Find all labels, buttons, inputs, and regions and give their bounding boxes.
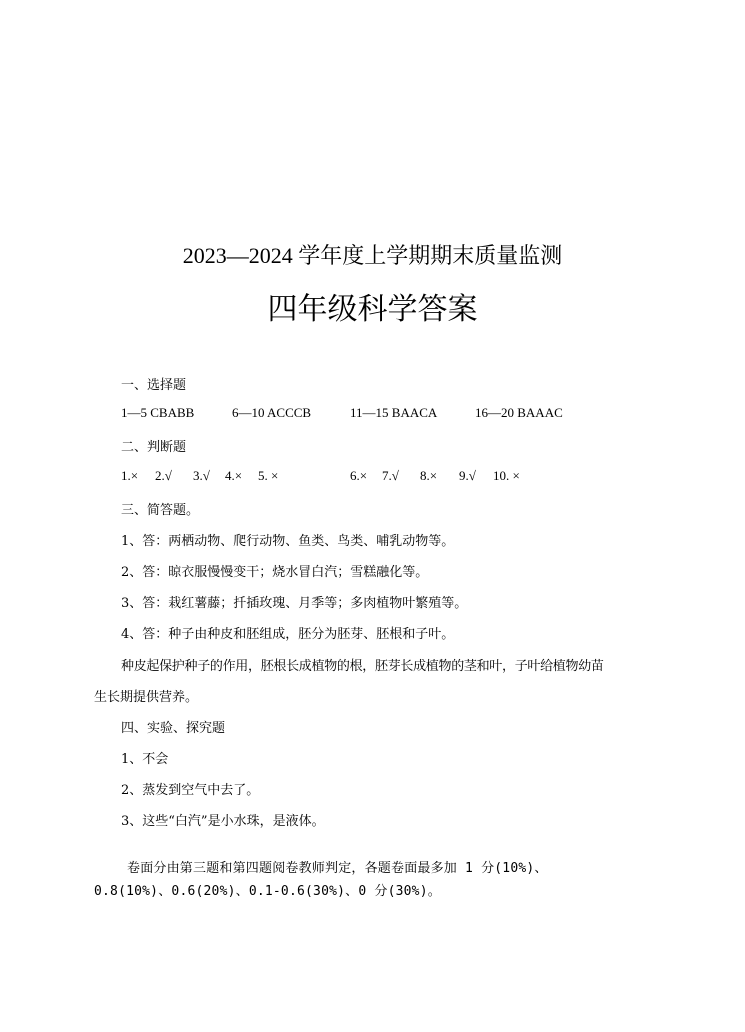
section3-answer-1: 1、答：两栖动物、爬行动物、鱼类、鸟类、哺乳动物等。 [121, 534, 455, 549]
section1-heading: 一、选择题 [121, 378, 187, 393]
judge-answer: 2.√ [155, 468, 172, 483]
judge-answer: 8.× [420, 468, 438, 483]
section3-answer-4: 4、答：种子由种皮和胚组成，胚分为胚芽、胚根和子叶。 [121, 627, 455, 642]
judge-answer: 3.√ [193, 468, 210, 483]
section3-answer-4-explanation: 种皮起保护种子的作用，胚根长成植物的根，胚芽长成植物的茎和叶，子叶给植物幼苗 [121, 659, 604, 674]
section4-answer-1: 1、不会 [121, 752, 169, 767]
section4-answer-3: 3、这些“白汽”是小水珠，是液体。 [121, 814, 325, 829]
choice-answer-group: 16—20 BAAAC [475, 405, 563, 420]
section4-heading: 四、实验、探究题 [121, 721, 226, 736]
scoring-note-line2: 0.8(10%)、0.6(20%)、0.1-0.6(30%)、0 分(30%)。 [94, 884, 441, 899]
judge-answer: 9.√ [459, 468, 476, 483]
judge-answer: 1.× [121, 468, 139, 483]
judge-answer: 6.× [350, 468, 368, 483]
choice-answer-group: 11—15 BAACA [350, 405, 438, 420]
section3-answer-2: 2、答：晾衣服慢慢变干；烧水冒白汽；雪糕融化等。 [121, 565, 429, 580]
choice-answer-group: 6—10 ACCCB [232, 405, 312, 420]
section3-answer-4-explanation-cont: 生长期提供营养。 [94, 690, 199, 705]
judge-answer: 7.√ [382, 468, 399, 483]
section1-answers-row [121, 405, 621, 423]
judge-answer: 4.× [225, 468, 243, 483]
scoring-note-line1: 卷面分由第三题和第四题阅卷教师判定，各题卷面最多加 1 分(10%)、 [127, 861, 548, 876]
section2-heading: 二、判断题 [121, 440, 187, 455]
section2-answers-row [121, 468, 541, 486]
choice-answer-group: 1—5 CBABB [121, 405, 195, 420]
answer-title: 四年级科学答案 [267, 292, 478, 327]
section4-answer-2: 2、蒸发到空气中去了。 [121, 783, 260, 798]
judge-answer: 10. × [493, 468, 520, 483]
section3-heading: 三、简答题。 [121, 503, 200, 518]
section3-answer-3: 3、答：栽红薯藤；扦插玫瑰、月季等；多肉植物叶繁殖等。 [121, 596, 468, 611]
judge-answer: 5. × [258, 468, 279, 483]
exam-title: 2023—2024 学年度上学期期末质量监测 [182, 243, 563, 268]
